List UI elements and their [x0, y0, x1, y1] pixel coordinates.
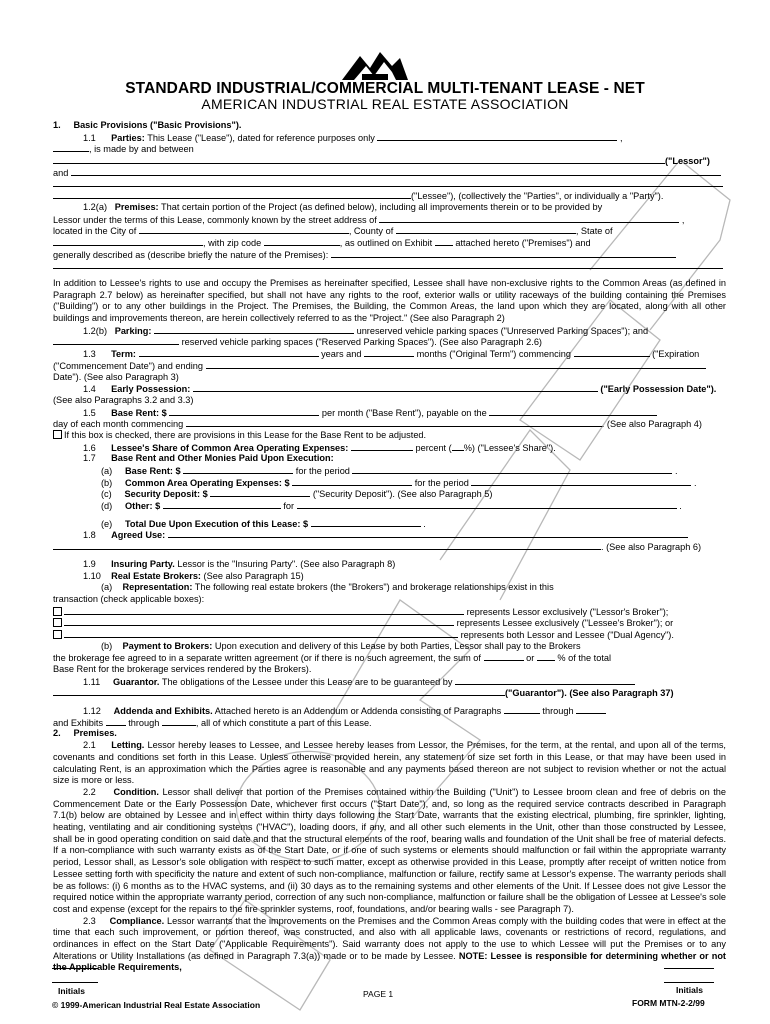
para-1-4-l2: (See also Paragraphs 3.2 and 3.3) — [53, 394, 194, 405]
para-1-10b-l2: the brokerage fee agreed to in a separate written agreement (or if there is no such agreement, the sum of or % of the total — [53, 653, 612, 664]
para-1-5: 1.5 Base Rent: $ per month ("Base Rent"), payable on the — [53, 407, 726, 419]
para-1-1-cont: , is made by and between — [53, 143, 726, 155]
lease-body — [53, 120, 726, 974]
para-1-3-l2: ("Commencement Date") and ending — [53, 360, 726, 372]
initials-right-label: Initials — [676, 985, 703, 995]
section-2-heading: 2. Premises. — [53, 728, 117, 739]
para-1-10: 1.10 Real Estate Brokers: (See also Paragraph 15) — [83, 570, 304, 581]
broker-dual-checkbox[interactable] — [53, 630, 62, 639]
page-footer — [0, 960, 770, 1020]
para-1-10b: (b) Payment to Brokers: Upon execution and delivery of this Lease by both Parties, Lessor shall pay to the Brokers — [101, 640, 581, 651]
para-1-2a-l4: , with zip code , as outlined on Exhibit attached hereto ("Premises") and — [53, 237, 726, 249]
para-1-10a: (a) Representation: The following real estate brokers (the "Brokers") and brokerage relationships exist in this — [101, 582, 554, 593]
para-1-8: 1.8 Agreed Use: — [53, 529, 726, 541]
lessee-line: ("Lessee"), (collectively the "Parties", or individually a "Party"). — [53, 190, 726, 202]
broker-dual: represents both Lessor and Lessee ("Dual Agency"). — [53, 629, 726, 641]
para-1-2b-l2: reserved vehicle parking spaces ("Reserved Parking Spaces"). (See also Paragraph 2.6) — [53, 336, 726, 348]
para-1-7: 1.7 Base Rent and Other Monies Paid Upon Execution: — [83, 453, 334, 464]
section-1-heading: 1. Basic Provisions ("Basic Provisions"). — [53, 120, 242, 130]
para-1-5-l3: If this box is checked, there are provisions in this Lease for the Base Rent to be adjusted. — [53, 430, 726, 442]
initials-left-line[interactable] — [52, 968, 98, 969]
para-2-2: 2.2 Condition. Lessor shall deliver that portion of the Premises contained within the Building ("Unit") to Lessee broom clean and free of debris on the Commencement Date or the Early Possession Date, whichever first occurs ("Start Date"), and, so long as the required service contracts described in Paragraph 7.1(b) below are obtained by Lessee and in effect within thirty days following the Start Date, warrants that the existing electrical, plumbing, fire sprinkler, lighting, heating, ventilating and air conditioning systems ("HVAC"), loading doors, if any, and all other such elements in the Unit, other than those constructed by Lessee, shall be in good operating condition on said date and that the structural elements of the roof, bearing walls and foundation of the Unit shall be free of material defects. If a non-compliance with such warranty exists as of the Start Date, or if one of such systems or elements should malfunction or fail within the appropriate warranty period, Lessor shall, as Lessor's sole obligation with respect to such matter, except as otherwise provided in this Lease, promptly after receipt of written notice from Lessee setting forth with specificity the nature and extent of such non-compliance, malfunction or failure, rectify same at Lessor's expense. The warranty periods shall be as follows: (i) 6 months as to the HVAC systems, and (ii) 30 days as to the remaining systems and other elements of the Unit. If Lessee does not give Lessor the required notice within the appropriate warranty period, correction of any such non-compliance, malfunction or failure shall be the obligation of Lessee at Lessee's sole cost and expense (except for the repairs to the fire sprinkler systems, roof, foundations, and/or bearing walls - see Paragraph 7). — [53, 786, 726, 914]
initials-left-line-2[interactable] — [52, 982, 98, 983]
para-1-2a-l5: generally described as (describe briefly the nature of the Premises): — [53, 249, 726, 261]
para-1-11: 1.11 Guarantor. The obligations of the Lessee under this Lease are to be guaranteed by — [53, 676, 726, 688]
broker-lessor-checkbox[interactable] — [53, 607, 62, 616]
para-1-4: 1.4 Early Possession: ("Early Possession Date"). — [83, 384, 717, 395]
initials-left-label: Initials — [58, 986, 85, 996]
para-1-1: 1.1 Parties: This Lease ("Lease"), dated for reference purposes only , — [83, 132, 623, 143]
para-1-7a: (a) Base Rent: $ for the period . — [101, 466, 678, 476]
page-number: PAGE 1 — [363, 989, 394, 999]
para-1-11-l2: ("Guarantor"). (See also Paragraph 37) — [53, 687, 726, 699]
para-1-7c: (c) Security Deposit: $ ("Security Deposit"). (See also Paragraph 5) — [101, 489, 493, 500]
blank-line-2 — [53, 260, 726, 272]
broker-lessee: represents Lessee exclusively ("Lessee's Broker"); or — [53, 617, 726, 629]
lease-subtitle: AMERICAN INDUSTRIAL REAL ESTATE ASSOCIATION — [201, 96, 569, 112]
copyright: © 1999-American Industrial Real Estate Association — [52, 1000, 261, 1010]
para-1-6: 1.6 Lessee's Share of Common Area Operating Expenses: percent ( %) ("Lessee's Share"). — [83, 442, 556, 453]
para-1-2b: 1.2(b) Parking: unreserved vehicle parking spaces ("Unreserved Parking Spaces"); and — [83, 325, 649, 336]
para-2-1: 2.1 Letting. Lessor hereby leases to Lessee, and Lessee hereby leases from Lessor, the Premises, for the term, at the rental, and upon all of the terms, covenants and conditions set forth in this Lease. Unless otherwise provided herein, any statement of size set forth in this Lease, or that may have been used in calculating Rent, is an approximation which the Parties agree is reasonable and any payments based thereon are not subject to revision whether or not the actual size is more or less. — [53, 740, 726, 786]
para-1-2a: 1.2(a) Premises: That certain portion of the Project (as defined below), including all improvements therein or to be provided by — [83, 201, 603, 212]
blank-line — [53, 178, 726, 190]
lessor-line: ("Lessor") — [53, 155, 726, 167]
initials-right-line-2[interactable] — [664, 982, 714, 983]
and-line: and — [53, 167, 726, 179]
para-1-7d: (d) Other: $ for . — [101, 501, 682, 512]
broker-lessor: represents Lessor exclusively ("Lessor's Broker"); — [53, 606, 726, 618]
para-1-8-l2: . (See also Paragraph 6) — [53, 541, 726, 553]
broker-lessee-checkbox[interactable] — [53, 618, 62, 627]
aire-logo — [340, 48, 410, 82]
form-number: FORM MTN-2-2/99 — [632, 998, 705, 1008]
para-1-3: 1.3 Term: years and months ("Original Term") commencing ("Expiration — [83, 349, 700, 360]
para-1-3-l3: Date"). (See also Paragraph 3) — [53, 371, 179, 382]
initials-right-line[interactable] — [664, 968, 714, 969]
para-1-10b-l3: Base Rent for the brokerage services rendered by the Brokers). — [53, 664, 312, 674]
para-1-9: 1.9 Insuring Party. Lessor is the "Insuring Party". (See also Paragraph 8) — [83, 558, 396, 569]
para-1-2a-l3: located in the City of , County of , State of — [53, 226, 613, 237]
para-1-12-l2: and Exhibits through , all of which constitute a part of this Lease. — [53, 717, 372, 728]
para-1-5-l2: day of each month commencing . (See also Paragraph 4) — [53, 419, 702, 430]
para-1-2a-l2: Lessor under the terms of this Lease, commonly known by the street address of , — [53, 214, 685, 225]
para-1-7e: (e) Total Due Upon Execution of this Lease: $ . — [101, 518, 426, 529]
common-areas-text: In addition to Lessee's rights to use and occupy the Premises as hereinafter specified, Lessee shall have non-exclusive rights to the Common Areas (as defined in Paragraph 2.7 below) as hereinafter specified, but shall not have any rights to the roof, exterior walls or utility raceways of the building containing the Premises ("Building") or to any other buildings in the Project. The Premises, the Building, the Common Areas, the land upon which they are located, along with all other buildings and improvements thereon, are herein collectively referred to as the "Project." (See also Paragraph 2) — [53, 277, 726, 324]
para-1-12: 1.12 Addenda and Exhibits. Attached hereto is an Addendum or Addenda consisting of Paragraphs through — [53, 705, 726, 717]
para-2-3: 2.3 Compliance. Lessor warrants that the improvements on the Premises and the Common Areas comply with the building codes that were in effect at the time that each such improvement, or portion thereof, was constructed, and also with all applicable laws, covenants or restrictions of record, regulations, and ordinances in effect on the Start Date ("Applicable Requirements"). Said warranty does not apply to the use to which Lessee will put the Premises or to any Alterations or Utility Installations (as defined in Paragraph 7.3(a)) made or to be made by Lessee. NOTE: Lessee is responsible for determining whether or not the Applicable Requirements, — [53, 915, 726, 973]
para-1-10a-l2: transaction (check applicable boxes): — [53, 593, 205, 604]
lease-title: STANDARD INDUSTRIAL/COMMERCIAL MULTI-TENANT LEASE - NET — [125, 80, 645, 97]
rent-adjust-checkbox[interactable] — [53, 430, 62, 439]
para-1-7b: (b) Common Area Operating Expenses: $ for the period . — [101, 477, 697, 488]
